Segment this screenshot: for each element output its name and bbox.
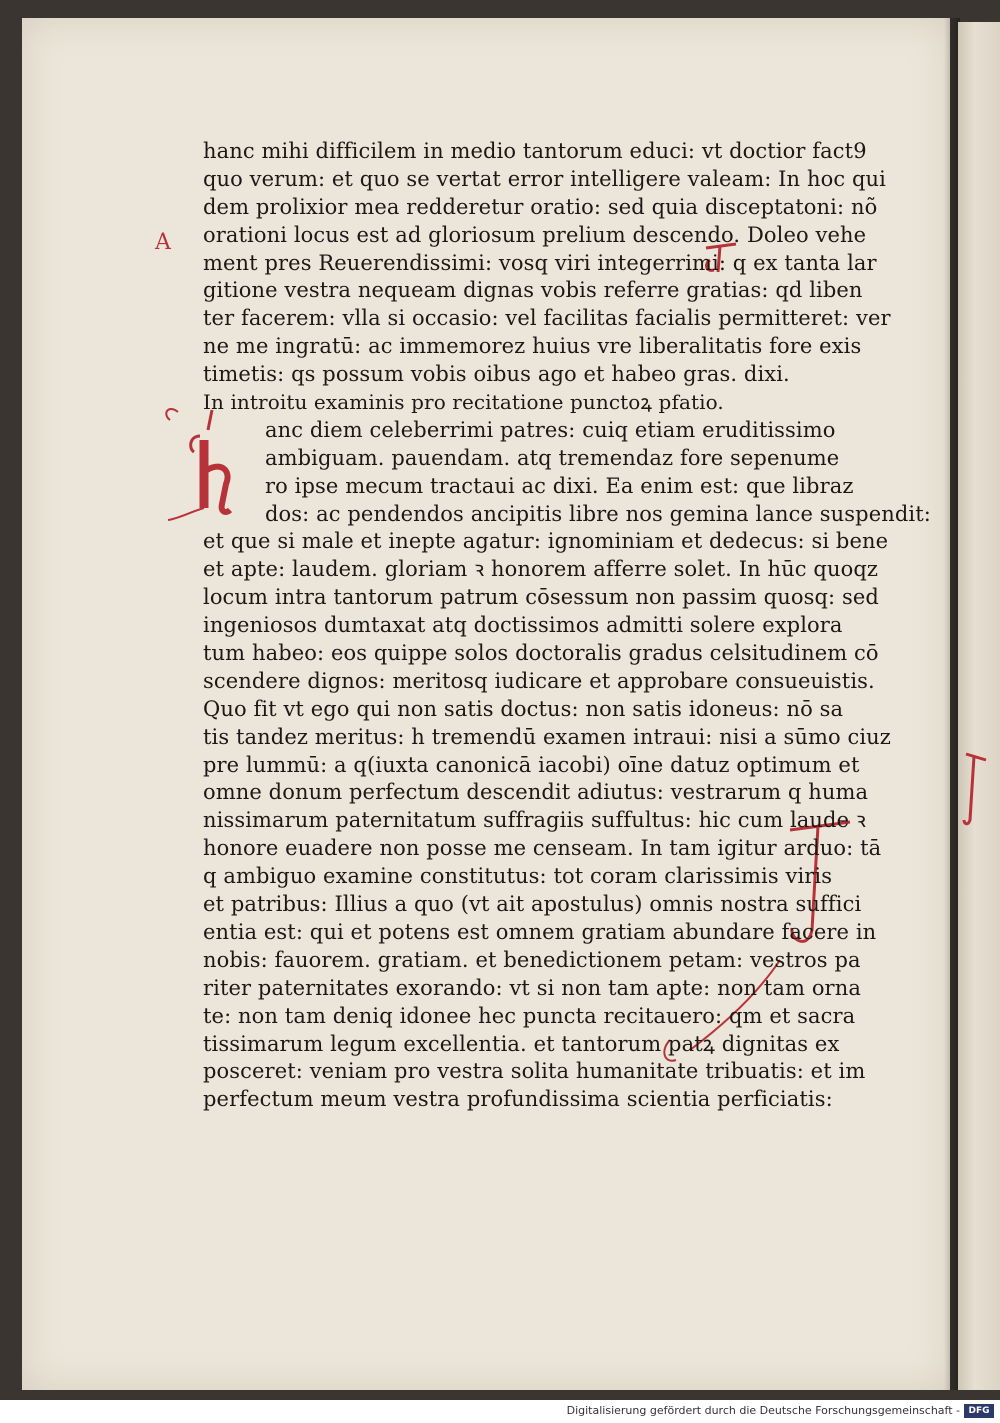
text-line: riter paternitates exorando: vt si non tam apte: non tam orna [203, 975, 861, 1000]
text-line: et que si male et inepte agatur: ignominiam et dedecus: si bene [203, 529, 889, 554]
text-line: hanc mihi difficilem in medio tantorum educi: vt doctior fact9 [203, 139, 867, 163]
text-line: entia est: qui et potens est omnem gratiam abundare facere in [203, 919, 877, 944]
text-line: Quo fit vt ego qui non satis doctus: non satis idoneus: nō sa [203, 696, 844, 721]
text-line: posceret: veniam pro vestra solita humanitate tribuatis: et im [203, 1059, 866, 1084]
footer-credit-text: Digitalisierung gefördert durch die Deutsche Forschungsgemeinschaft - [566, 1404, 960, 1417]
text-line: timetis: qs possum vobis oibus ago et habeo gras. dixi. [203, 362, 790, 387]
text-line: orationi locus est ad gloriosum prelium descendo. Doleo vehe [203, 222, 867, 247]
dfg-logo: DFG [964, 1404, 994, 1418]
text-line: ro ipse mecum tractaui ac dixi. Ea enim est: que libraz [265, 473, 854, 498]
text-line: nobis: fauorem. gratiam. et benedictionem petam: vestros pa [203, 947, 861, 972]
main-text-block [203, 138, 931, 1114]
text-line: honore euadere non posse me censeam. In tam igitur arduo: tā [203, 836, 882, 861]
section-heading: In introitu examinis pro recitatione punctoꝝ pfatio. [203, 390, 724, 415]
text-line: omne donum perfectum descendit adiutus: vestrarum q huma [203, 780, 869, 805]
text-line: ter facerem: vlla si occasio: vel facilitas facialis permitteret: ver [203, 306, 891, 331]
text-line: te: non tam deniq idonee hec puncta recitauero: qm et sacra [203, 1003, 856, 1028]
text-line: ambiguam. pauendam. atq tremendaz fore sepenume [265, 445, 840, 470]
next-page-edge [958, 22, 1000, 1390]
text-line: ingeniosos dumtaxat atq doctissimos admitti solere explora [203, 613, 843, 638]
text-line: et apte: laudem. gloriam ꝛ honorem afferre solet. In hūc quoqz [203, 557, 879, 582]
text-line: q ambiguo examine constitutus: tot coram clarissimis viris [203, 864, 833, 889]
margin-letter: A [155, 230, 171, 255]
text-line: dos: ac pendendos ancipitis libre nos gemina lance suspendit: [265, 501, 931, 526]
digitization-footer [0, 1400, 1000, 1423]
text-line: nissimarum paternitatum suffragiis suffultus: hic cum laude ꝛ [203, 808, 866, 833]
text-line: quo verum: et quo se vertat error intelligere valeam: In hoc qui [203, 166, 886, 191]
text-line: ne me ingratū: ac immemorez huius vre liberalitatis fore exis [203, 334, 862, 359]
text-line: scendere dignos: meritosq iudicare et approbare consueuistis. [203, 668, 875, 693]
text-line: gitione vestra nequeam dignas vobis referre gratias: qd liben [203, 278, 863, 303]
text-line: et patribus: Illius a quo (vt ait apostulus) omnis nostra suffici [203, 892, 862, 917]
text-line: anc diem celeberrimi patres: cuiq etiam eruditissimo [265, 417, 836, 442]
rubric-edge-mark [960, 750, 990, 830]
text-line: pre lummū: a q(iuxta canonicā iacobi) oīne datuz optimum et [203, 752, 860, 777]
text-line: dem prolixior mea redderetur oratio: sed quia disceptatoni: nõ [203, 194, 878, 219]
text-line: tum habeo: eos quippe solos doctoralis gradus celsitudinem cō [203, 641, 879, 666]
text-line: ment pres Reuerendissimi: vosq viri integerrimi: q ex tanta lar [203, 250, 877, 275]
text-line: tissimarum legum excellentia. et tantorum patꝝ dignitas ex [203, 1031, 840, 1056]
text-line: tis tandez meritus: h tremendū examen intraui: nisi a sūmo ciuz [203, 724, 891, 749]
text-line: perfectum meum vestra profundissima scientia perficiatis: [203, 1087, 833, 1112]
text-line: locum intra tantorum patrum cōsessum non passim quosq: sed [203, 585, 879, 610]
